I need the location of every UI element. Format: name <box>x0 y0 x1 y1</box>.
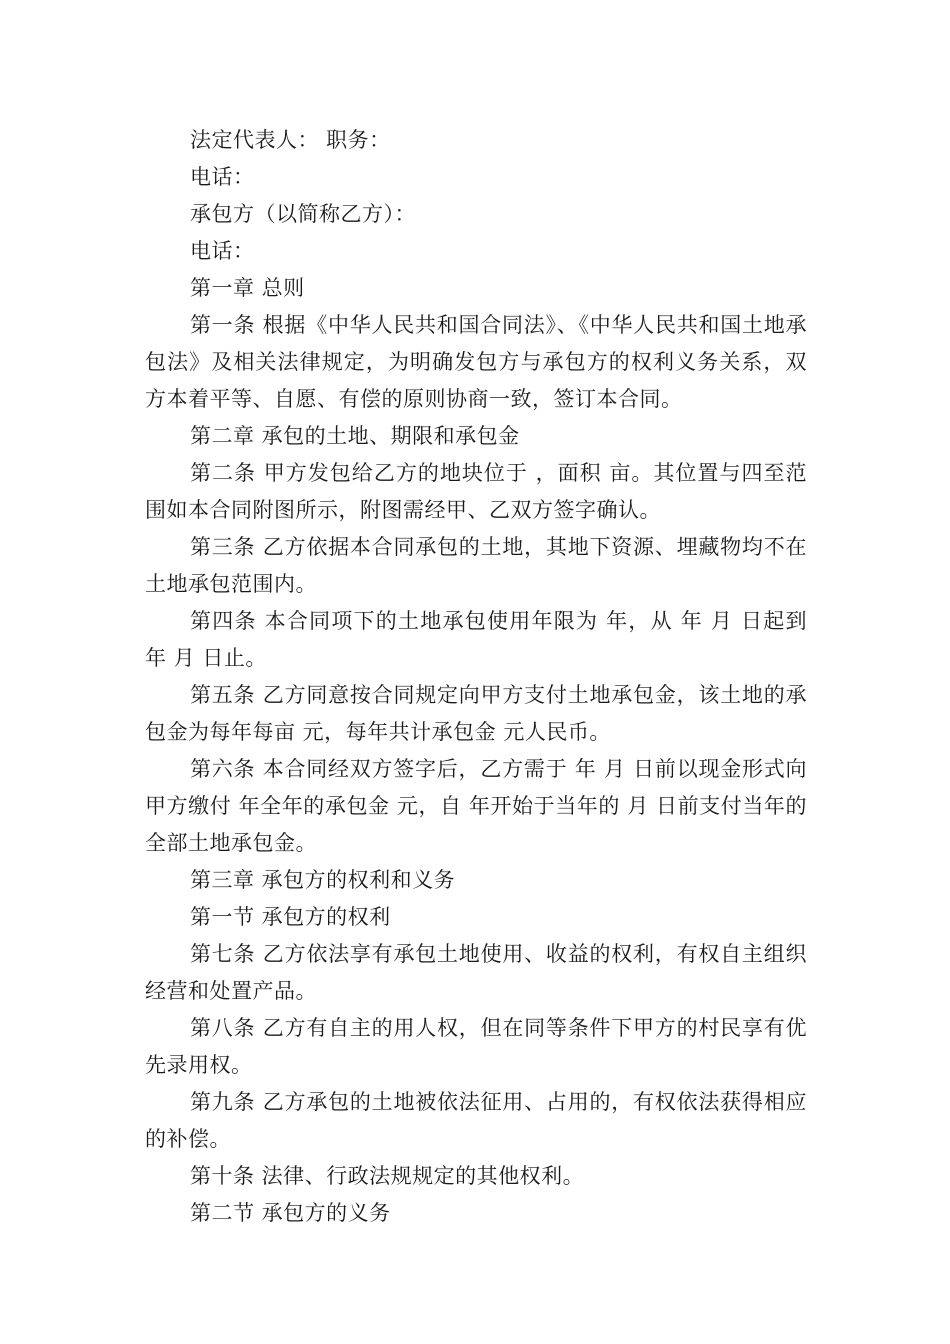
article-paragraph: 第三条 乙方依据本合同承包的土地，其地下资源、埋藏物均不在土地承包范围内。 <box>145 535 807 596</box>
chapter-heading: 第一章 总则 <box>190 276 305 300</box>
article-paragraph: 第九条 乙方承包的土地被依法征用、占用的，有权依法获得相应的补偿。 <box>145 1090 807 1151</box>
article-paragraph: 第六条 本合同经双方签字后，乙方需于 年 月 日前以现金形式向甲方缴付 年全年的承包金 元，自 年开始于当年的 月 日前支付当年的全部土地承包金。 <box>145 757 807 855</box>
article-paragraph: 第十条 法律、行政法规规定的其他权利。 <box>190 1164 585 1188</box>
document-body <box>145 122 807 1232</box>
article-paragraph: 第七条 乙方依法享有承包土地使用、收益的权利，有权自主组织经营和处置产品。 <box>145 942 807 1003</box>
article-paragraph: 第一条 根据《中华人民共和国合同法》、《中华人民共和国土地承包法》及相关法律规定，为明确发包方与承包方的权利义务关系，双方本着平等、自愿、有偿的原则协商一致，签订本合同。 <box>145 313 807 411</box>
paragraph-contractor: 承包方（以简称乙方）： <box>190 202 416 226</box>
article-paragraph: 第五条 乙方同意按合同规定向甲方支付土地承包金，该土地的承包金为每年每亩 元，每年共计承包金 元人民币。 <box>145 683 807 744</box>
article-paragraph: 第八条 乙方有自主的用人权，但在同等条件下甲方的村民享有优先录用权。 <box>145 1016 807 1077</box>
chapter-heading: 第二章 承包的土地、期限和承包金 <box>190 424 520 448</box>
section-heading: 第二节 承包方的义务 <box>190 1201 391 1225</box>
section-heading: 第一节 承包方的权利 <box>190 905 391 929</box>
paragraph-legal-representative: 法定代表人： 职务： <box>190 128 391 152</box>
article-paragraph: 第四条 本合同项下的土地承包使用年限为 年，从 年 月 日起到 年 月 日止。 <box>145 609 807 670</box>
chapter-heading: 第三章 承包方的权利和义务 <box>190 868 456 892</box>
paragraph-phone: 电话： <box>190 239 255 263</box>
paragraph-phone: 电话： <box>190 165 255 189</box>
article-paragraph: 第二条 甲方发包给乙方的地块位于 ，面积 亩。其位置与四至范围如本合同附图所示，附图需经甲、乙双方签字确认。 <box>145 461 807 522</box>
